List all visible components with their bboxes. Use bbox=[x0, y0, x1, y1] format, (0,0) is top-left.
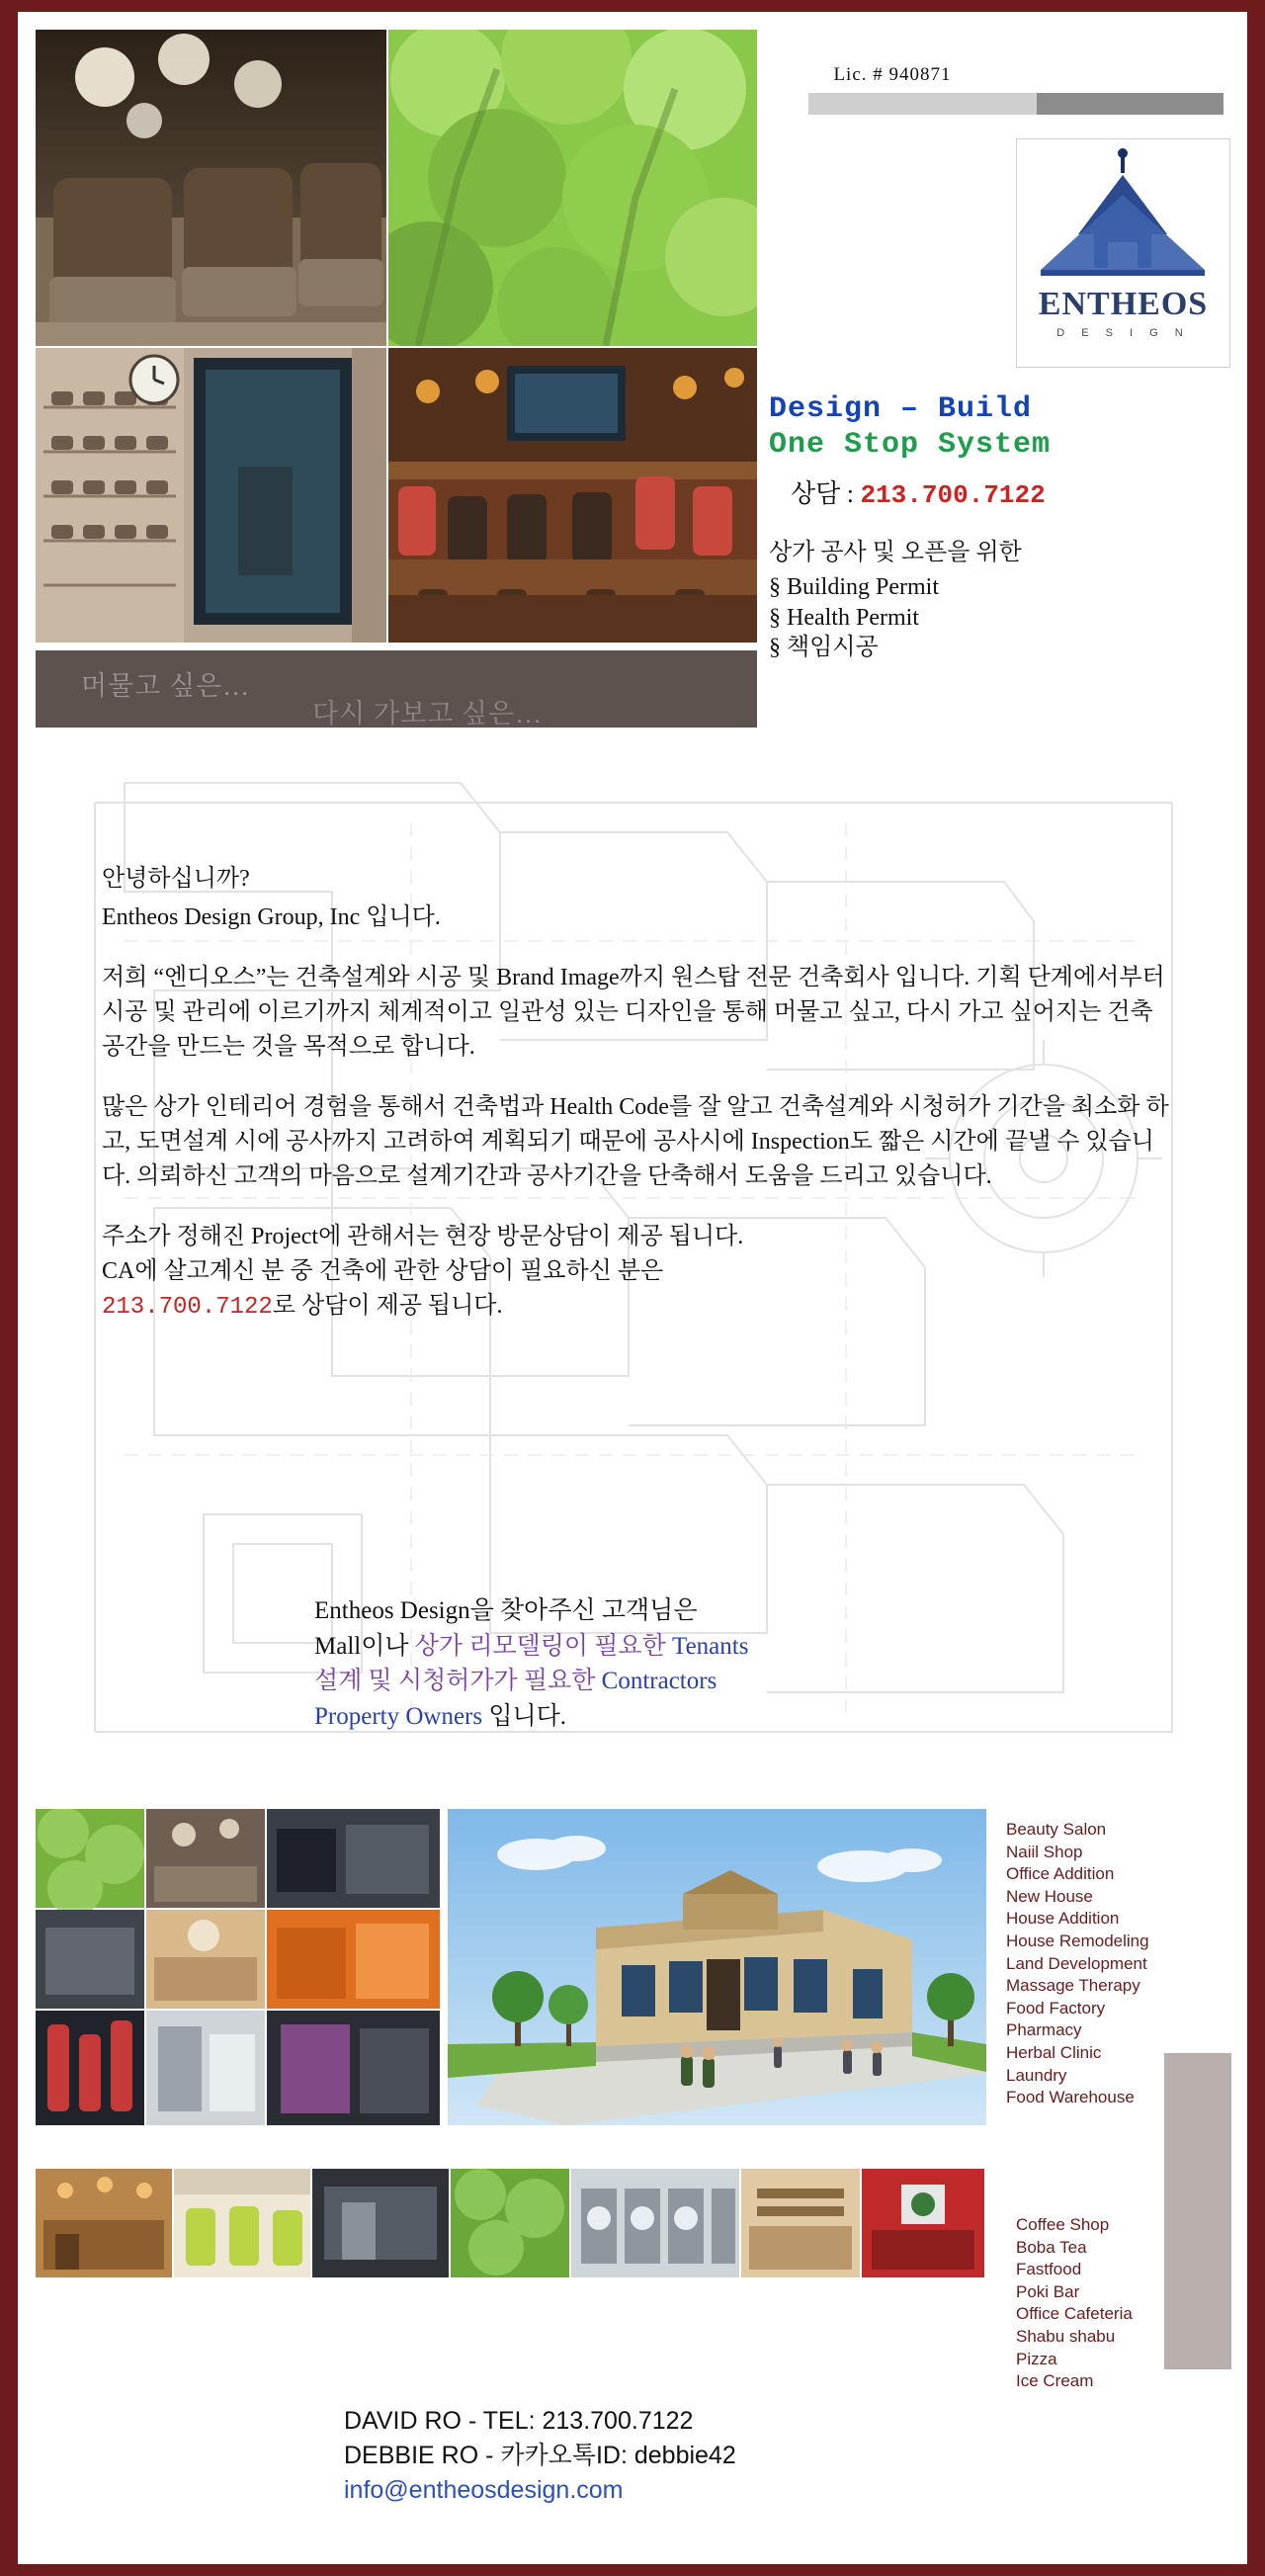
list-item: Herbal Clinic bbox=[1006, 2043, 1102, 2063]
services-secondary-list bbox=[1016, 2214, 1243, 2393]
flyer-page bbox=[18, 12, 1247, 2564]
photo-nail-salon bbox=[36, 30, 386, 346]
paragraph-3-line-1: 주소가 정해진 Project에 관해서는 현장 방문상담이 제공 됩니다. bbox=[102, 1224, 744, 1250]
client-line-4 bbox=[314, 1699, 1204, 1735]
list-item: Laundry bbox=[1006, 2065, 1067, 2085]
top-photo-collage bbox=[36, 30, 757, 643]
list-item: Shabu shabu bbox=[1016, 2327, 1116, 2347]
headline-one-stop: One Stop System bbox=[769, 428, 1052, 462]
logo-wordmark: ENTHEOS bbox=[1038, 286, 1209, 322]
list-item: Food Factory bbox=[1006, 1998, 1106, 2018]
photo-restaurant bbox=[388, 348, 757, 643]
client-types-block bbox=[314, 1593, 1204, 1734]
headline-block bbox=[769, 392, 1233, 663]
bullet-health-permit: § Health Permit bbox=[769, 604, 919, 631]
client-line-3a: 설계 및 시청허가가 필요한 bbox=[314, 1668, 602, 1694]
list-item: Office Addition bbox=[1006, 1864, 1115, 1884]
bottom-photo-strip bbox=[36, 2169, 984, 2277]
list-item: Pharmacy bbox=[1006, 2020, 1082, 2040]
headline-design-build: Design – Build bbox=[769, 392, 1033, 426]
client-line-3 bbox=[314, 1664, 1204, 1699]
client-tenants: Tenants bbox=[672, 1632, 749, 1660]
list-item: Pizza bbox=[1016, 2349, 1057, 2368]
building-render-image bbox=[448, 1809, 986, 2125]
list-item: House Addition bbox=[1006, 1909, 1120, 1929]
bullet-responsible-construction: § 책임시공 bbox=[769, 635, 879, 661]
license-number: Lic. # 940871 bbox=[833, 64, 952, 85]
greeting-line-1: 안녕하십니까? bbox=[102, 866, 250, 892]
body-phone[interactable]: 213.700.7122 bbox=[102, 1294, 273, 1322]
list-item: House Remodeling bbox=[1006, 1932, 1149, 1951]
license-bar bbox=[808, 93, 1223, 115]
slogan-banner bbox=[36, 650, 757, 728]
consult-label: 상담 : bbox=[791, 479, 861, 508]
greeting-line-2: Entheos Design Group, Inc 입니다. bbox=[102, 904, 441, 931]
client-contractors: Contractors bbox=[601, 1668, 717, 1694]
photo-shoe-store bbox=[36, 348, 386, 643]
contact-email[interactable]: info@entheosdesign.com bbox=[344, 2476, 624, 2504]
subhead: 상가 공사 및 오픈을 위한 bbox=[769, 540, 1022, 565]
paragraph-2: 많은 상가 인테리어 경험을 통해서 건축법과 Health Code를 잘 알고 건축설계와 시청허가 기간을 최소화 하고, 도면설계 시에 공사까지 고려하여 계획되기 때문에 공사시에 Inspection도 짧은 시간에 끝낼 수 있습니다. 의뢰하신 고객의 마음으로 설계기간과 공사기간을 단축해서 도움을 드리고 있습니다. bbox=[102, 1094, 1169, 1190]
logo-subtitle: D E S I G N bbox=[1056, 327, 1190, 339]
contact-footer bbox=[344, 2404, 1036, 2508]
client-line-2a: Mall이나 bbox=[314, 1632, 415, 1660]
list-item: Boba Tea bbox=[1016, 2237, 1087, 2257]
list-item: Ice Cream bbox=[1016, 2371, 1094, 2391]
company-logo bbox=[1016, 138, 1230, 368]
list-item: Food Warehouse bbox=[1006, 2088, 1135, 2107]
client-line-2b: 상가 리모델링이 필요한 bbox=[414, 1632, 673, 1660]
list-item: Massage Therapy bbox=[1006, 1976, 1140, 1996]
paragraph-3-line-3 bbox=[102, 1289, 1169, 1325]
list-item: Coffee Shop bbox=[1016, 2215, 1110, 2234]
body-phone-rest: 로 상담이 제공 됩니다. bbox=[272, 1293, 503, 1320]
list-item: Beauty Salon bbox=[1006, 1820, 1107, 1839]
permit-bullets bbox=[769, 572, 1233, 663]
contact-david: DAVID RO - TEL: 213.700.7122 bbox=[344, 2407, 694, 2435]
slogan-line-1: 머물고 싶은… bbox=[81, 671, 251, 701]
client-line-1: Entheos Design을 찾아주신 고객님은 bbox=[314, 1597, 698, 1624]
paragraph-3-line-2: CA에 살고계신 분 중 건축에 관한 상담이 필요하신 분은 bbox=[102, 1258, 664, 1285]
list-item: Office Cafeteria bbox=[1016, 2304, 1133, 2324]
consult-phone[interactable]: 213.700.7122 bbox=[860, 480, 1046, 510]
body-copy bbox=[102, 862, 1169, 1350]
services-primary-list bbox=[1006, 1819, 1233, 2109]
list-item: New House bbox=[1006, 1886, 1093, 1906]
photo-green-trees bbox=[388, 30, 757, 346]
paragraph-1: 저희 “엔디오스”는 건축설계와 시공 및 Brand Image까지 원스탑 전문 건축회사 입니다. 기획 단계에서부터 시공 및 관리에 이르기까지 체계적이고 일관성 있는 디자인을 통해 머물고 싶고, 다시 가고 싶어지는 건축공간을 만드는 것을 목적으로 합니다. bbox=[102, 965, 1165, 1061]
bullet-building-permit: § Building Permit bbox=[769, 574, 940, 600]
consult-line bbox=[791, 473, 1233, 510]
client-line-4b: 입니다. bbox=[482, 1702, 567, 1730]
list-item: Fastfood bbox=[1016, 2260, 1082, 2279]
client-line-2 bbox=[314, 1629, 1204, 1665]
list-item: Naiil Shop bbox=[1006, 1842, 1083, 1861]
list-item: Poki Bar bbox=[1016, 2281, 1080, 2301]
slogan-line-2: 다시 가보고 싶은… bbox=[312, 699, 544, 729]
list-item: Land Development bbox=[1006, 1953, 1147, 1973]
client-property-owners: Property Owners bbox=[314, 1702, 483, 1730]
contact-debbie: DEBBIE RO - 카카오톡ID: debbie42 bbox=[344, 2442, 736, 2469]
